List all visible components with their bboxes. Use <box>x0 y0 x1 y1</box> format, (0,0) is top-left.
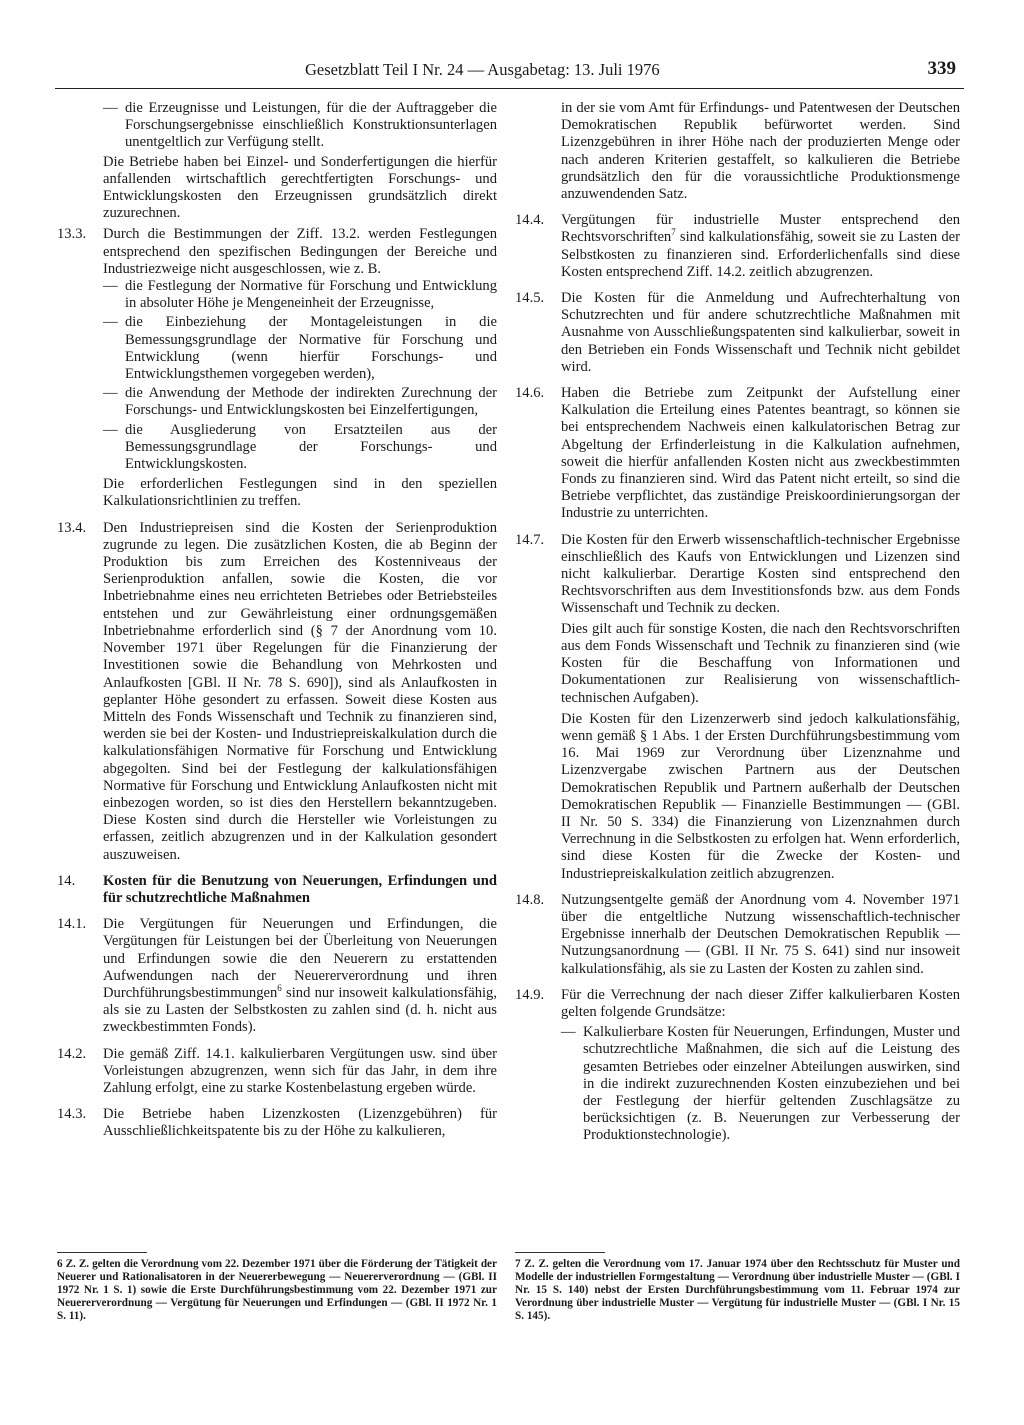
paragraph: Die Kosten für den Lizenzerwerb sind jedoch kalkulationsfähig, wenn gemäß § 1 Abs. 1 der Ersten Durchführungsbestimmung vom 16. Mai 1969 zur Verordnung über Lizenznahme und Lizenzvergabe zwischen Partnern aus der Deutschen Demokratischen Republik und Partnern außerhalb der Deutschen Demokratischen Republik — Finanzielle Bestimmungen — (GBl. II Nr. 50 S. 334) die Finanzierung von Lizenznahmen durch Verrechnung in die Selbstkosten zu erfolgen hat. Wenn erforderlich, sind diese Kosten für die Zwecke der Kosten- und Industriepreiskalkulation zeitlich abzugrenzen. <box>561 710 960 882</box>
section-number: 14. <box>57 872 76 889</box>
section-14-8: 14.8. Nutzungsentgelte gemäß der Anordnung vom 4. November 1971 über die entgeltliche Nutzung wissenschaftlich-technischer Ergebnisse innerhalb der Deutschen Demokratischen Republik — Nutzungsanordnung — (GBl. II Nr. 75 S. 641) sind nur insoweit kalkulationsfähig, als sie zu Lasten der Kosten zu zahlen sind. <box>515 891 960 977</box>
footnote-6: 6 Z. Z. gelten die Verordnung vom 22. Dezember 1971 über die Förderung der Tätigkeit der Neuerer und Rationalisatoren in der Neuererbewegung — Neuererverordnung — (GBl. II 1972 Nr. 1 S. 1) sowie die Erste Durchführungsbestimmung vom 22. Dezember 1971 zur Neuererverordnung — Vergütung für Neuerungen und Erfindungen — (GBl. II 1972 Nr. 1 S. 11). <box>57 1258 497 1322</box>
paragraph: Die Betriebe haben bei Einzel- und Sonderfertigungen die hierfür anfallenden wirtschaftlich gerechtfertigten Forschungs- und Entwicklungskosten den Erzeugnissen grundsätzlich direkt zuzurechnen. <box>103 153 497 222</box>
footnote-rule <box>515 1252 605 1253</box>
left-column <box>57 100 497 1150</box>
paragraph: Die erforderlichen Festlegungen sind in den speziellen Kalkulationsrichtlinien zu treffen. <box>103 476 497 510</box>
footnote-rule <box>57 1252 147 1253</box>
section-14-4: 14.4. Vergütungen für industrielle Muster entsprechend den Rechtsvorschriften$^7$ sind kalkulationsfähig, soweit sie zu Lasten der Selbstkosten zu finanzieren sind. Erforderlichenfalls sind diese Kosten entsprechend Ziff. 14.2. zeitlich abzugrenzen. <box>515 212 960 280</box>
section-number: 14.1. <box>57 916 87 933</box>
list-item: — die Erzeugnisse und Leistungen, für die der Auftraggeber die Forschungsergebnisse einschließlich Konstruktionsunterlagen unentgeltlich zur Verfügung stellt. <box>103 100 497 151</box>
section-number: 14.5. <box>515 290 545 307</box>
paragraph: in der sie vom Amt für Erfindungs- und Patentwesen der Deutschen Demokratischen Republik befürwortet werden. Sind Lizenzgebühren in ihrer Höhe nach der produzierten Menge oder nach anderen Kriterien gestaffelt, so kalkulieren die Betriebe grundsätzlich den für die voraussichtliche Produktionsmenge anzuwendenden Satz. <box>561 100 960 203</box>
paragraph: Dies gilt auch für sonstige Kosten, die nach den Rechtsvorschriften aus dem Fonds Wissenschaft und Technik zu finanzieren sind (wie Kosten für die Beschaffung von Informationen und Dokumentationen zur Realisierung von wissenschaftlich-technischen Aufgaben). <box>561 620 960 706</box>
section-number: 14.9. <box>515 986 545 1003</box>
list-item: — die Ausgliederung von Ersatzteilen aus der Bemessungsgrundlage der Forschungs- und Entwicklungskosten. <box>103 421 497 473</box>
section-number: 14.6. <box>515 385 545 402</box>
section-number: 13.4. <box>57 519 87 536</box>
list-item: — die Einbeziehung der Montageleistungen in die Bemessungsgrundlage der Normative für Forschung und Entwicklung (wenn hierfür Forschungs- und Entwicklungsthemen vorgegeben werden), <box>103 314 497 383</box>
section-13-3: 13.3. Durch die Bestimmungen der Ziff. 13.2. werden Festlegungen entsprechend den spezifischen Bedingungen der Bereiche und Industriezweige nicht ausgeschlossen, wie z. B. — die Festlegung der Normative für Forschung und Entwicklung in absoluter Höhe je Mengeneinheit der Erzeugnisse, — die Einbeziehung der Montageleistungen in die Bemessungsgrundlage der Normative für Forschung und Entwicklung (wenn hierfür Forschungs- und Entwicklungsthemen vorgegeben werden), — die Anwendung der Methode der indirekten Zurechnung der Forschungs- und Entwicklungskosten bei Einzelfertigungen, — die Ausgliederung von Ersatzteilen aus der Bemessungsgrundlage der Forschungs- und Entwicklungskosten. Die erforderlichen Festlegungen sind in den speziellen Kalkulationsrichtlinien zu treffen. <box>57 226 497 510</box>
section-number: 14.4. <box>515 212 545 229</box>
section-14-7: 14.7. Die Kosten für den Erwerb wissenschaftlich-technischer Ergebnisse einschließlich des Kaufs von Entwicklungen und Lizenzen sind nicht kalkulierbar. Derartige Kosten sind entsprechend den Rechtsvorschriften aus dem Investitionsfonds bzw. aus dem Fonds Wissenschaft und Technik zu decken. Dies gilt auch für sonstige Kosten, die nach den Rechtsvorschriften aus dem Fonds Wissenschaft und Technik zu finanzieren sind (wie Kosten für die Beschaffung von Informationen und Dokumentationen zur Realisierung von wissenschaftlich-technischen Aufgaben). Die Kosten für den Lizenzerwerb sind jedoch kalkulationsfähig, wenn gemäß § 1 Abs. 1 der Ersten Durchführungsbestimmung vom 16. Mai 1969 zur Verordnung über Lizenznahme und Lizenzvergabe zwischen Partnern aus der Deutschen Demokratischen Republik und Partnern außerhalb der Deutschen Demokratischen Republik — Finanzielle Bestimmungen — (GBl. II Nr. 50 S. 334) die Finanzierung von Lizenznahmen durch Verrechnung in die Selbstkosten zu erfolgen hat. Wenn erforderlich, sind diese Kosten für die Zwecke der Kosten- und Industriepreiskalkulation zeitlich abzugrenzen. <box>515 531 960 882</box>
section-number: 13.3. <box>57 226 87 243</box>
section-14-1: 14.1. Die Vergütungen für Neuerungen und Erfindungen, die Vergütungen für Leistungen bei der Überleitung von Neuerungen und Erfindungen sowie die den Neuerern zu erstattenden Aufwendungen nach der Neuererverordnung und ihren Durchführungsbestimmungen$^6$ sind nur insoweit kalkulationsfähig, als sie zu Lasten der Selbstkosten zu zahlen sind (d. h. nicht aus zweckbestimmten Fonds). <box>57 916 497 1036</box>
list-item: — die Festlegung der Normative für Forschung und Entwicklung in absoluter Höhe je Mengeneinheit der Erzeugnisse, <box>103 278 497 312</box>
footnote-ref[interactable]: 6 <box>277 983 282 994</box>
section-number: 14.7. <box>515 531 545 548</box>
list-item: — Kalkulierbare Kosten für Neuerungen, Erfindungen, Muster und schutzrechtliche Maßnahmen, die sich auf die Leistung des gesamten Betriebes oder einzelner Abteilungen auswirken, sind in die indirekt zuzurechnenden Kosten einzubeziehen und bei der Festlegung der hierfür geltenden Zuschlagsätze zu berücksichtigen (z. B. Neuerungen zur Verbesserung der Produktionstechnologie). <box>561 1024 960 1144</box>
section-number: 14.3. <box>57 1106 87 1123</box>
list-item: — die Anwendung der Methode der indirekten Zurechnung der Forschungs- und Entwicklungskosten bei Einzelfertigungen, <box>103 385 497 419</box>
footnote-7: 7 Z. Z. gelten die Verordnung vom 17. Januar 1974 über den Rechtsschutz für Muster und Modelle der industriellen Formgestaltung — Verordnung über industrielle Muster — (GBl. I Nr. 15 S. 140) nebst der Ersten Durchführungsbestimmung vom 11. Februar 1974 zur Verordnung über industrielle Muster — Vergütung für industrielle Muster — (GBl. I Nr. 15 S. 145). <box>515 1258 960 1322</box>
section-number: 14.2. <box>57 1045 87 1062</box>
page-number: 339 <box>927 58 956 79</box>
section-14-heading: 14. Kosten für die Benutzung von Neuerungen, Erfindungen und für schutzrechtliche Maßnahmen <box>57 872 497 906</box>
section-14-9: 14.9. Für die Verrechnung der nach dieser Ziffer kalkulierbaren Kosten gelten folgende Grundsätze: — Kalkulierbare Kosten für Neuerungen, Erfindungen, Muster und schutzrechtliche Maßnahmen, die sich auf die Leistung des gesamten Betriebes oder einzelner Abteilungen auswirken, sind in die indirekt zuzurechnenden Kosten einzubeziehen und bei der Festlegung der hierfür geltenden Zuschlagsätze zu berücksichtigen (z. B. Neuerungen zur Verbesserung der Produktionstechnologie). <box>515 986 960 1144</box>
header-title: Gesetzblatt Teil I Nr. 24 — Ausgabetag: 13. Juli 1976 <box>305 60 660 79</box>
section-14-5: 14.5. Die Kosten für die Anmeldung und Aufrechterhaltung von Schutzrechten und für andere schutzrechtliche Maßnahmen mit Ausnahme von Ausschließungspatenten sind kalkulierbar, soweit in den Betrieben ein Fonds Wissenschaft und Technik nicht gebildet wird. <box>515 290 960 375</box>
section-number: 14.8. <box>515 891 545 908</box>
page-header <box>55 58 964 89</box>
right-column <box>515 100 960 1154</box>
section-13-4: 13.4. Den Industriepreisen sind die Kosten der Serienproduktion zugrunde zu legen. Die zusätzlichen Kosten, die ab Beginn der Produktion bis zum Erreichen des Kostenniveaus der Serienproduktion anfallen, sowie die Kosten, die vor Inbetriebnahme eines neu errichteten Betriebes oder Betriebsteiles entstehen und zur Gewährleistung einer ordnungsgemäßen Inbetriebnahme erforderlich sind (§ 7 der Anordnung vom 10. November 1971 über Regelungen für die Finanzierung der Investitionen sowie die Behandlung von Mehrkosten und Anlaufkosten [GBl. II Nr. 78 S. 690]), sind als Anlaufkosten in geplanter Höhe gesondert zu erfassen. Soweit diese Kosten aus Mitteln des Fonds Wissenschaft und Technik zu finanzieren sind, werden sie bei der Kosten- und Industriepreiskalkulation durch die kalkulationsfähigen Normative für Forschung und Entwicklung abgegolten. Sind bei der Festlegung der kalkulationsfähigen Normative für Forschung und Entwicklung Anlaufkosten nicht mit einbezogen worden, so ist dies den Herstellern bekanntzugeben. Diese Kosten sind durch die Hersteller wie Vorleistungen zu erfassen, zeitlich abzugrenzen und in der Kalkulation gesondert auszuweisen. <box>57 519 497 863</box>
footnote-ref[interactable]: 7 <box>671 227 676 238</box>
section-14-6: 14.6. Haben die Betriebe zum Zeitpunkt der Aufstellung einer Kalkulation die Erteilung eines Patentes beantragt, so können sie bei entsprechendem Nachweis einen kalkulatorischen Betrag zur Abgeltung der Erfinderleistung in die Kalkulation aufnehmen, soweit die hierfür anfallenden Kosten nicht aus zweckbestimmten Fonds zu finanzieren sind. Wird das Patent nicht erteilt, so sind die Betriebe verpflichtet, das zuständige Preiskoordinierungsorgan der Industrie zu unterrichten. <box>515 385 960 522</box>
section-14-2: 14.2. Die gemäß Ziff. 14.1. kalkulierbaren Vergütungen usw. sind über Vorleistungen abzugrenzen, wenn sich für das Jahr, in dem ihre Zahlung erfolgt, eine zu starke Kostenbelastung ergeben würde. <box>57 1045 497 1096</box>
section-14-3: 14.3. Die Betriebe haben Lizenzkosten (Lizenzgebühren) für Ausschließlichkeitspatente bis zu der Höhe zu kalkulieren, <box>57 1106 497 1140</box>
